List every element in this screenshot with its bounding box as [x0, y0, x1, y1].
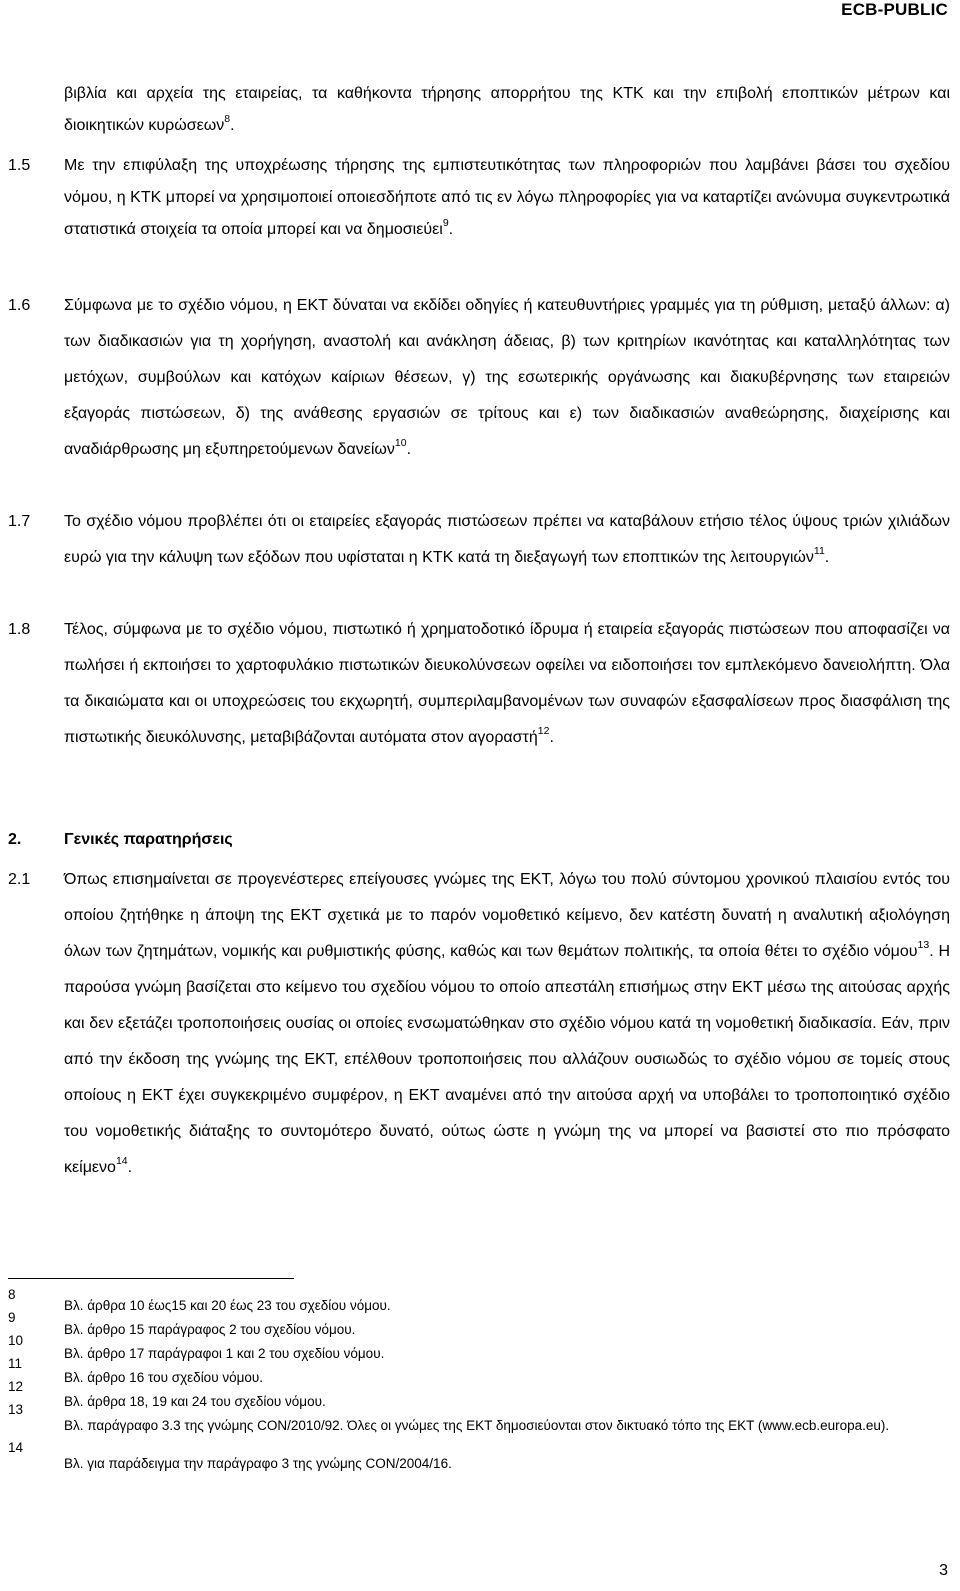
footnote-number: 10	[8, 1333, 24, 1348]
section-number: 2.	[8, 831, 22, 848]
footnote-separator	[8, 1278, 294, 1279]
footnote-number: 13	[8, 1402, 24, 1417]
footnote-ref: 13	[917, 938, 930, 951]
footnote-text: Βλ. άρθρο 17 παράγραφοι 1 και 2 του σχεδίου νόμου.	[64, 1346, 385, 1361]
footnote-ref: 14	[115, 1154, 128, 1167]
footnote-text: Βλ. άρθρο 15 παράγραφος 2 του σχεδίου νόμου.	[64, 1322, 356, 1337]
paragraph-number: 1.8	[8, 621, 31, 638]
paragraph-1-8	[64, 612, 950, 756]
paragraph-number: 1.6	[8, 297, 31, 314]
paragraph-end: .	[406, 441, 412, 458]
footnote-ref: 8	[224, 112, 231, 125]
paragraph-1-5	[64, 150, 950, 246]
footnote-number: 9	[8, 1310, 16, 1325]
paragraph-end: .	[230, 117, 235, 134]
footnote-ref: 11	[813, 544, 825, 557]
paragraph-end: .	[448, 221, 454, 238]
footnote-ref: 12	[537, 724, 550, 737]
footnote-text: Βλ. άρθρο 16 του σχεδίου νόμου.	[64, 1370, 264, 1385]
footnote-text: Βλ. άρθρα 10 έως15 και 20 έως 23 του σχεδίου νόμου.	[64, 1298, 391, 1313]
footnote-number: 14	[8, 1440, 24, 1455]
paragraph-number: 1.5	[8, 157, 31, 174]
paragraph-text: Το σχέδιο νόμου προβλέπει ότι οι εταιρείες εξαγοράς πιστώσεων πρέπει να καταβάλουν ετήσιο τέλος ύψους τριών χιλιάδων ευρώ για την κάλυψη των εξόδων που υφίσταται η ΚΤΚ κατά τη διεξαγωγή των εποπτικών της λειτουργιών	[64, 513, 950, 566]
paragraph-number: 1.7	[8, 513, 31, 530]
footnote-number: 11	[8, 1356, 23, 1371]
paragraph-end: .	[127, 1159, 133, 1176]
paragraph-end: .	[824, 549, 830, 566]
footnote-text: Βλ. παράγραφο 3.3 της γνώμης CON/2010/92. Όλες οι γνώμες της ΕΚΤ δημοσιεύονται στον δικτυακό τόπο της ΕΚΤ (www.ecb.europa.eu).	[64, 1418, 890, 1433]
section-title: Γενικές παρατηρήσεις	[64, 831, 233, 848]
footnote-ref: 9	[442, 216, 449, 229]
paragraph-1-4-continued	[64, 78, 950, 142]
paragraph-text-continued: . Η παρούσα γνώμη βασίζεται στο κείμενο του σχεδίου νόμου το οποίο απεστάλη επισήμως στην ΕΚΤ μέσω της αιτούσας αρχής και δεν εξετάζει τροποποιήσεις ουσίας οι οποίες ενσωματώθηκαν στο σχέδιο νόμου κατά τη νομοθετική διαδικασία. Εάν, πριν από την έκδοση της γνώμης της ΕΚΤ, επέλθουν τροποποιήσεις που αλλάζουν ουσιωδώς το σχέδιο νόμου σε τομείς στους οποίους η ΕΚΤ έχει συγκεκριμένο συμφέρον, η ΕΚΤ αναμένει από την αιτούσα αρχή να υποβάλει το τροποποιητικό σχέδιο του νομοθετικής διάταξης το συντομότερο δυνατό, ούτως ώστε η γνώμη της να μπορεί να βασιστεί στο πιο πρόσφατο κείμενο	[64, 943, 950, 1176]
paragraph-text: Όπως επισημαίνεται σε προγενέστερες επείγουσες γνώμες της ΕΚΤ, λόγω του πολύ σύντομου χρονικού πλαισίου εντός του οποίου ζητήθηκε η άποψη της ΕΚΤ σχετικά με το παρόν νομοθετικό κείμενο, δεν κατέστη δυνατή η αναλυτική αξιολόγηση όλων των ζητημάτων, νομικής και ρυθμιστικής φύσης, καθώς και των θεμάτων πολιτικής, τα οποία θέτει το σχέδιο νόμου	[64, 871, 950, 960]
paragraph-text: Σύμφωνα με το σχέδιο νόμου, η ΕΚΤ δύναται να εκδίδει οδηγίες ή κατευθυντήριες γραμμές για τη ρύθμιση, μεταξύ άλλων: α) των διαδικασιών για τη χορήγηση, αναστολή και ανάκληση άδειας, β) των κριτηρίων ικανότητας και καταλληλότητας των μετόχων, συμβούλων και κατόχων καίριων θέσεων, γ) της εσωτερικής οργάνωσης και διακυβέρνησης των εταιρειών εξαγοράς πιστώσεων, δ) της ανάθεσης εργασιών σε τρίτους και ε) των διαδικασιών αναθεώρησης, διαχείρισης και αναδιάρθρωσης μη εξυπηρετούμενων δανείων	[64, 297, 950, 458]
paragraph-number: 2.1	[8, 871, 31, 888]
footnote-ref: 10	[394, 436, 407, 449]
paragraph-text: Με την επιφύλαξη της υποχρέωσης τήρησης της εμπιστευτικότητας των πληροφοριών που λαμβάνει βάσει του σχεδίου νόμου, η ΚΤΚ μπορεί να χρησιμοποιεί οποιεσδήποτε από τις εν λόγω πληροφορίες για να καταρτίζει ανώνυμα συγκεντρωτικά στατιστικά στοιχεία τα οποία μπορεί και να δημοσιεύει	[64, 157, 950, 238]
footnote-number: 12	[8, 1379, 24, 1394]
paragraph-text: βιβλία και αρχεία της εταιρείας, τα καθήκοντα τήρησης απορρήτου της ΚΤΚ και την επιβολή εποπτικών μέτρων και διοικητικών κυρώσεων	[64, 85, 950, 134]
footnote-text: Βλ. άρθρα 18, 19 και 24 του σχεδίου νόμου.	[64, 1394, 326, 1409]
classification-label: ECB-PUBLIC	[841, 0, 948, 19]
paragraph-1-6	[64, 288, 950, 468]
paragraph-2-1	[64, 862, 950, 1186]
paragraph-end: .	[549, 729, 554, 746]
footnote-text: Βλ. για παράδειγμα την παράγραφο 3 της γνώμης CON/2004/16.	[64, 1456, 452, 1471]
page-number: 3	[939, 1562, 948, 1579]
footnote-number: 8	[8, 1287, 16, 1302]
paragraph-text: Τέλος, σύμφωνα με το σχέδιο νόμου, πιστωτικό ή χρηματοδοτικό ίδρυμα ή εταιρεία εξαγοράς πιστώσεων που αποφασίζει να πωλήσει ή εκποιήσει το χαρτοφυλάκιο πιστωτικών διευκολύνσεων οφείλει να ειδοποιήσει τον εμπλεκόμενο δανειολήπτη. Όλα τα δικαιώματα και οι υποχρεώσεις του εκχωρητή, συμπεριλαμβανομένων των συναφών εξασφαλίσεων προς διασφάλιση της πιστωτικής διευκόλυνσης, μεταβιβάζονται αυτόματα στον αγοραστή	[64, 621, 950, 746]
paragraph-1-7	[64, 504, 950, 576]
